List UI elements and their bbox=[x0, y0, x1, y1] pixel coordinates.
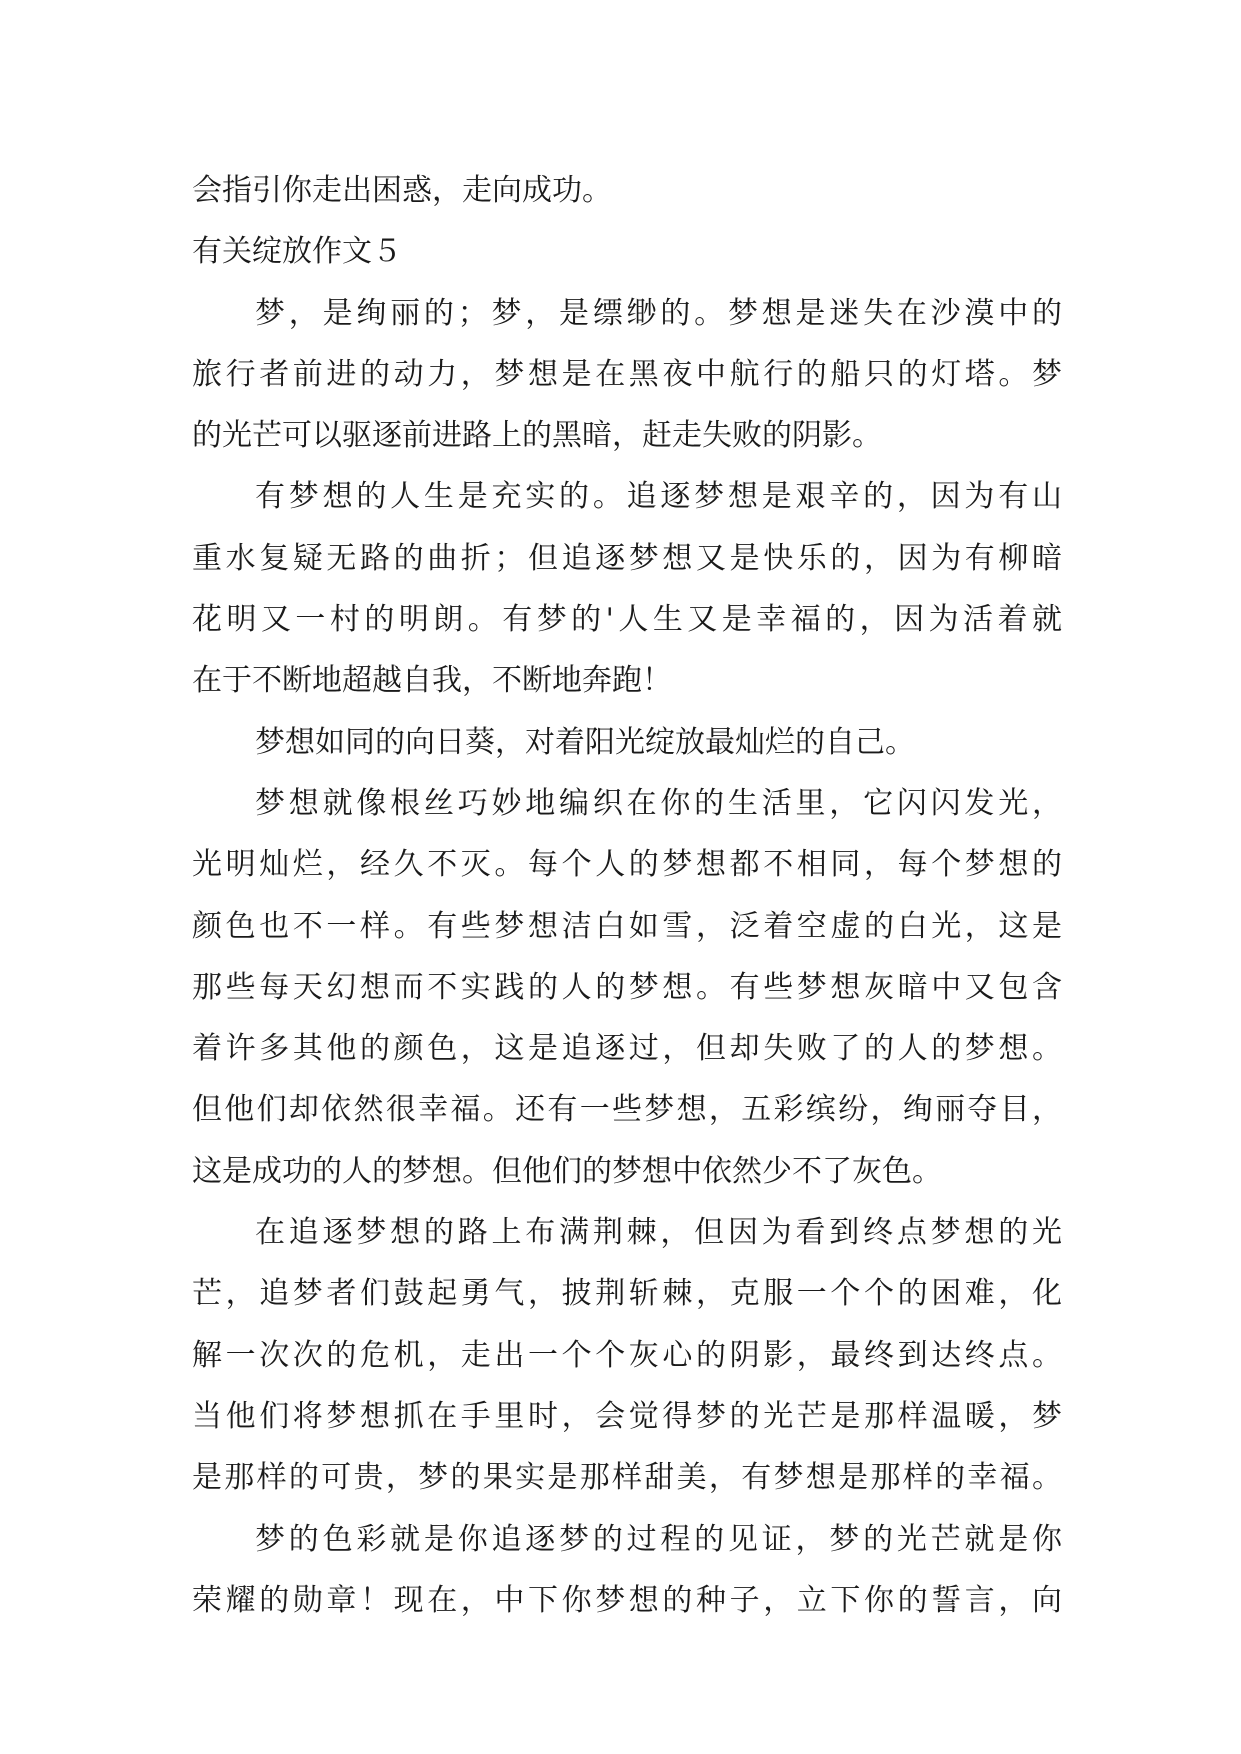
paragraph-6-line-1: 梦的色彩就是你追逐梦的过程的见证，梦的光芒就是你 bbox=[255, 1521, 1062, 1557]
paragraph-5-line-4: 当他们将梦想抓在手里时，会觉得梦的光芒是那样温暖，梦 bbox=[192, 1398, 1062, 1434]
paragraph-4-line-6: 但他们却依然很幸福。还有一些梦想，五彩缤纷，绚丽夺目， bbox=[192, 1092, 1062, 1128]
paragraph-2-line-2: 重水复疑无路的曲折；但追逐梦想又是快乐的，因为有柳暗 bbox=[192, 540, 1062, 576]
paragraph-1-line-2: 旅行者前进的动力，梦想是在黑夜中航行的船只的灯塔。梦 bbox=[192, 356, 1062, 392]
paragraph-6-line-2: 荣耀的勋章！现在，中下你梦想的种子，立下你的誓言，向 bbox=[192, 1582, 1062, 1618]
paragraph-4-line-3: 颜色也不一样。有些梦想洁白如雪，泛着空虚的白光，这是 bbox=[192, 908, 1062, 944]
paragraph-2-line-1: 有梦想的人生是充实的。追逐梦想是艰辛的，因为有山 bbox=[255, 479, 1062, 515]
paragraph-5-line-5: 是那样的可贵，梦的果实是那样甜美，有梦想是那样的幸福。 bbox=[192, 1460, 1062, 1496]
paragraph-5-line-2: 芒，追梦者们鼓起勇气，披荆斩棘，克服一个个的困难，化 bbox=[192, 1276, 1062, 1312]
paragraph-5-line-3: 解一次次的危机，走出一个个灰心的阴影，最终到达终点。 bbox=[192, 1337, 1062, 1373]
paragraph-4-line-5: 着许多其他的颜色，这是追逐过，但却失败了的人的梦想。 bbox=[192, 1031, 1062, 1067]
paragraph-1-line-3: 的光芒可以驱逐前进路上的黑暗，赶走失败的阴影。 bbox=[192, 418, 882, 454]
paragraph-5-line-1: 在追逐梦想的路上布满荆棘，但因为看到终点梦想的光 bbox=[255, 1215, 1062, 1251]
paragraph-2-line-4: 在于不断地超越自我，不断地奔跑！ bbox=[192, 663, 672, 699]
essay-title: 有关绽放作文５ bbox=[192, 234, 402, 270]
paragraph-2-line-3: 花明又一村的明朗。有梦的'人生又是幸福的，因为活着就 bbox=[192, 602, 1062, 638]
paragraph-4-line-4: 那些每天幻想而不实践的人的梦想。有些梦想灰暗中又包含 bbox=[192, 969, 1062, 1005]
essay-body bbox=[192, 166, 1062, 1637]
paragraph-3-line-1: 梦想如同的向日葵，对着阳光绽放最灿烂的自己。 bbox=[255, 724, 915, 760]
paragraph-4-line-2: 光明灿烂，经久不灭。每个人的梦想都不相同，每个梦想的 bbox=[192, 847, 1062, 883]
paragraph-1-line-1: 梦，是绚丽的；梦，是缥缈的。梦想是迷失在沙漠中的 bbox=[255, 295, 1062, 331]
text-line: 会指引你走出困惑，走向成功。 bbox=[192, 173, 612, 208]
paragraph-4-line-1: 梦想就像根丝巧妙地编织在你的生活里，它闪闪发光， bbox=[255, 785, 1062, 821]
paragraph-4-line-7: 这是成功的人的梦想。但他们的梦想中依然少不了灰色。 bbox=[192, 1153, 942, 1189]
